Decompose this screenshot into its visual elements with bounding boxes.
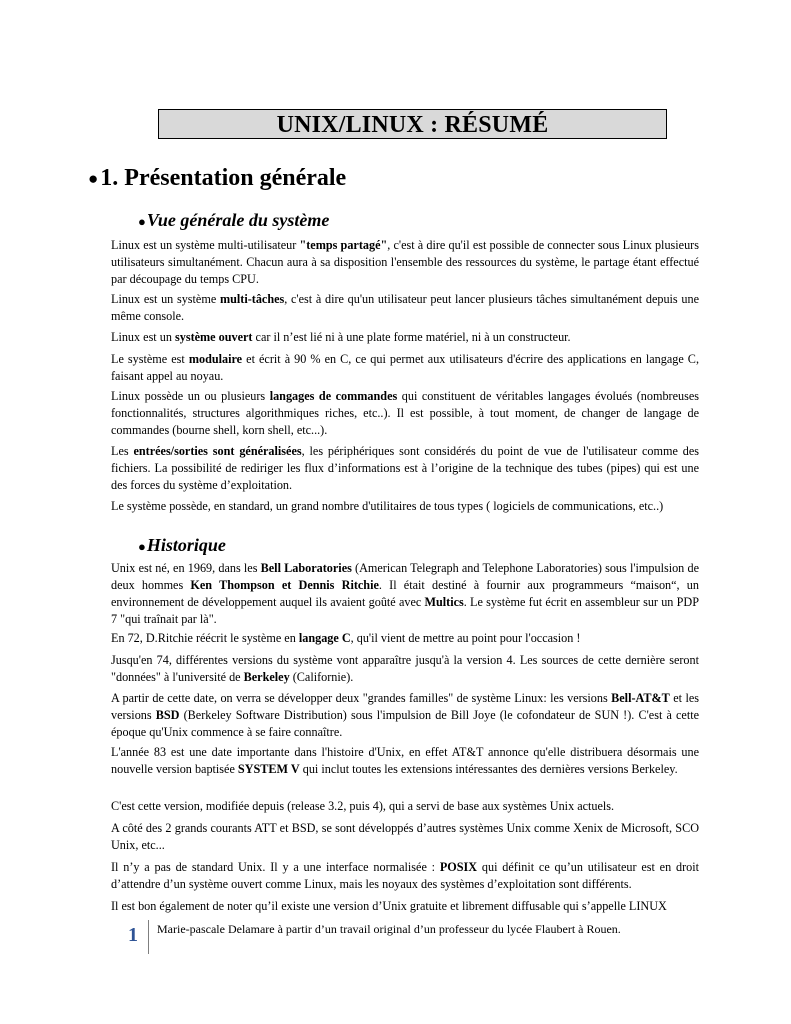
subsection-heading-history <box>138 534 226 558</box>
document-title-box <box>158 109 667 139</box>
footer-credit: Marie-pascale Delamare à partir d’un travail original d’un professeur du lycée Flaubert à Rouen. <box>157 922 621 936</box>
paragraph: Linux possède un ou plusieurs langages de commandes qui constituent de véritables langages évolués (nombreuses fonctionnalités, structures algorithmiques riches, etc..). Il est possible, à tout moment, de changer de langage de commandes (bourne shell, korn shell, etc...). <box>111 389 699 437</box>
paragraph: Unix est né, en 1969, dans les Bell Laboratories (American Telegraph and Telephone Laboratories) sous l'impulsion de deux hommes Ken Thompson et Dennis Ritchie. Il était destiné à fournir aux programmeurs “maison“, un environnement de développement auquel ils avaient goûté avec Multics. Le système fut écrit en assembleur sur un PDP 7 "qui traînait par là". <box>111 561 699 626</box>
subsection-heading-text: Vue générale du système <box>146 210 330 230</box>
paragraph: Linux est un système multi-utilisateur "temps partagé", c'est à dire qu'il est possible de connecter sous Linux plusieurs utilisateurs simultanément. Chacun aura à sa disposition l'ensemble des ressources du système, le partage étant effectué par découpage du temps CPU. <box>111 238 699 286</box>
bullet-icon: ● <box>138 213 146 229</box>
paragraph: Le système est modulaire et écrit à 90 % en C, ce qui permet aux utilisateurs d'écrire des applications en langage C, faisant appel au noyau. <box>111 352 699 383</box>
paragraph: Jusqu'en 74, différentes versions du système vont apparaître jusqu'à la version 4. Les sources de cette dernière seront "données" à l'université de Berkeley (Californie). <box>111 653 699 684</box>
bullet-icon: ● <box>88 169 99 189</box>
paragraph: Linux est un système ouvert car il n’est lié ni à une plate forme matériel, ni à un constructeur. <box>111 330 571 344</box>
section-heading-text: 1. Présentation générale <box>100 165 347 191</box>
section-heading <box>88 164 346 193</box>
paragraph: L'année 83 est une date importante dans l'histoire d'Unix, en effet AT&T annonce qu'elle distribuera désormais une nouvelle version baptisée SYSTEM V qui inclut toutes les extensions intéressantes des dernières versions Berkeley. <box>111 745 699 776</box>
subsection-heading-overview <box>138 209 329 233</box>
page-number: 1 <box>128 924 138 946</box>
document-title: UNIX/LINUX : RÉSUMÉ <box>276 112 549 138</box>
subsection-heading-text: Historique <box>146 535 226 555</box>
paragraph: C'est cette version, modifiée depuis (release 3.2, puis 4), qui a servi de base aux systèmes Unix actuels. <box>111 799 615 813</box>
paragraph: Il est bon également de noter qu’il existe une version d’Unix gratuite et librement diffusable qui s’appelle LINUX <box>111 899 667 913</box>
paragraph: A côté des 2 grands courants ATT et BSD, se sont développés d’autres systèmes Unix comme Xenix de Microsoft, SCO Unix, etc... <box>111 821 699 852</box>
paragraph: Il n’y a pas de standard Unix. Il y a une interface normalisée : POSIX qui définit ce qu’un utilisateur est en droit d’attendre d’un système ouvert comme Linux, mais les noyaux des systèmes d’exploitation sont différents. <box>111 860 699 891</box>
paragraph: En 72, D.Ritchie réécrit le système en langage C, qu'il vient de mettre au point pour l'occasion ! <box>111 631 581 645</box>
paragraph: Les entrées/sorties sont généralisées, les périphériques sont considérés du point de vue de l'utilisateur comme des fichiers. La possibilité de rediriger les flux d’informations est à l’origine de la technique des tubes (pipes) qui est une des forces du système d’exploitation. <box>111 444 699 492</box>
footer-divider <box>148 920 149 954</box>
bullet-icon: ● <box>138 538 146 554</box>
paragraph: Le système possède, en standard, un grand nombre d'utilitaires de tous types ( logiciels de communications, etc..) <box>111 499 664 513</box>
paragraph: A partir de cette date, on verra se développer deux "grandes familles" de système Linux: les versions Bell-AT&T et les versions BSD (Berkeley Software Distribution) sous l'impulsion de Bill Joye (le cofondateur de SUN !). C'est à cette époque qu'Unix commence à se faire connaître. <box>111 691 699 739</box>
paragraph: Linux est un système multi-tâches, c'est à dire qu'un utilisateur peut lancer plusieurs tâches simultanément depuis une même console. <box>111 292 699 323</box>
